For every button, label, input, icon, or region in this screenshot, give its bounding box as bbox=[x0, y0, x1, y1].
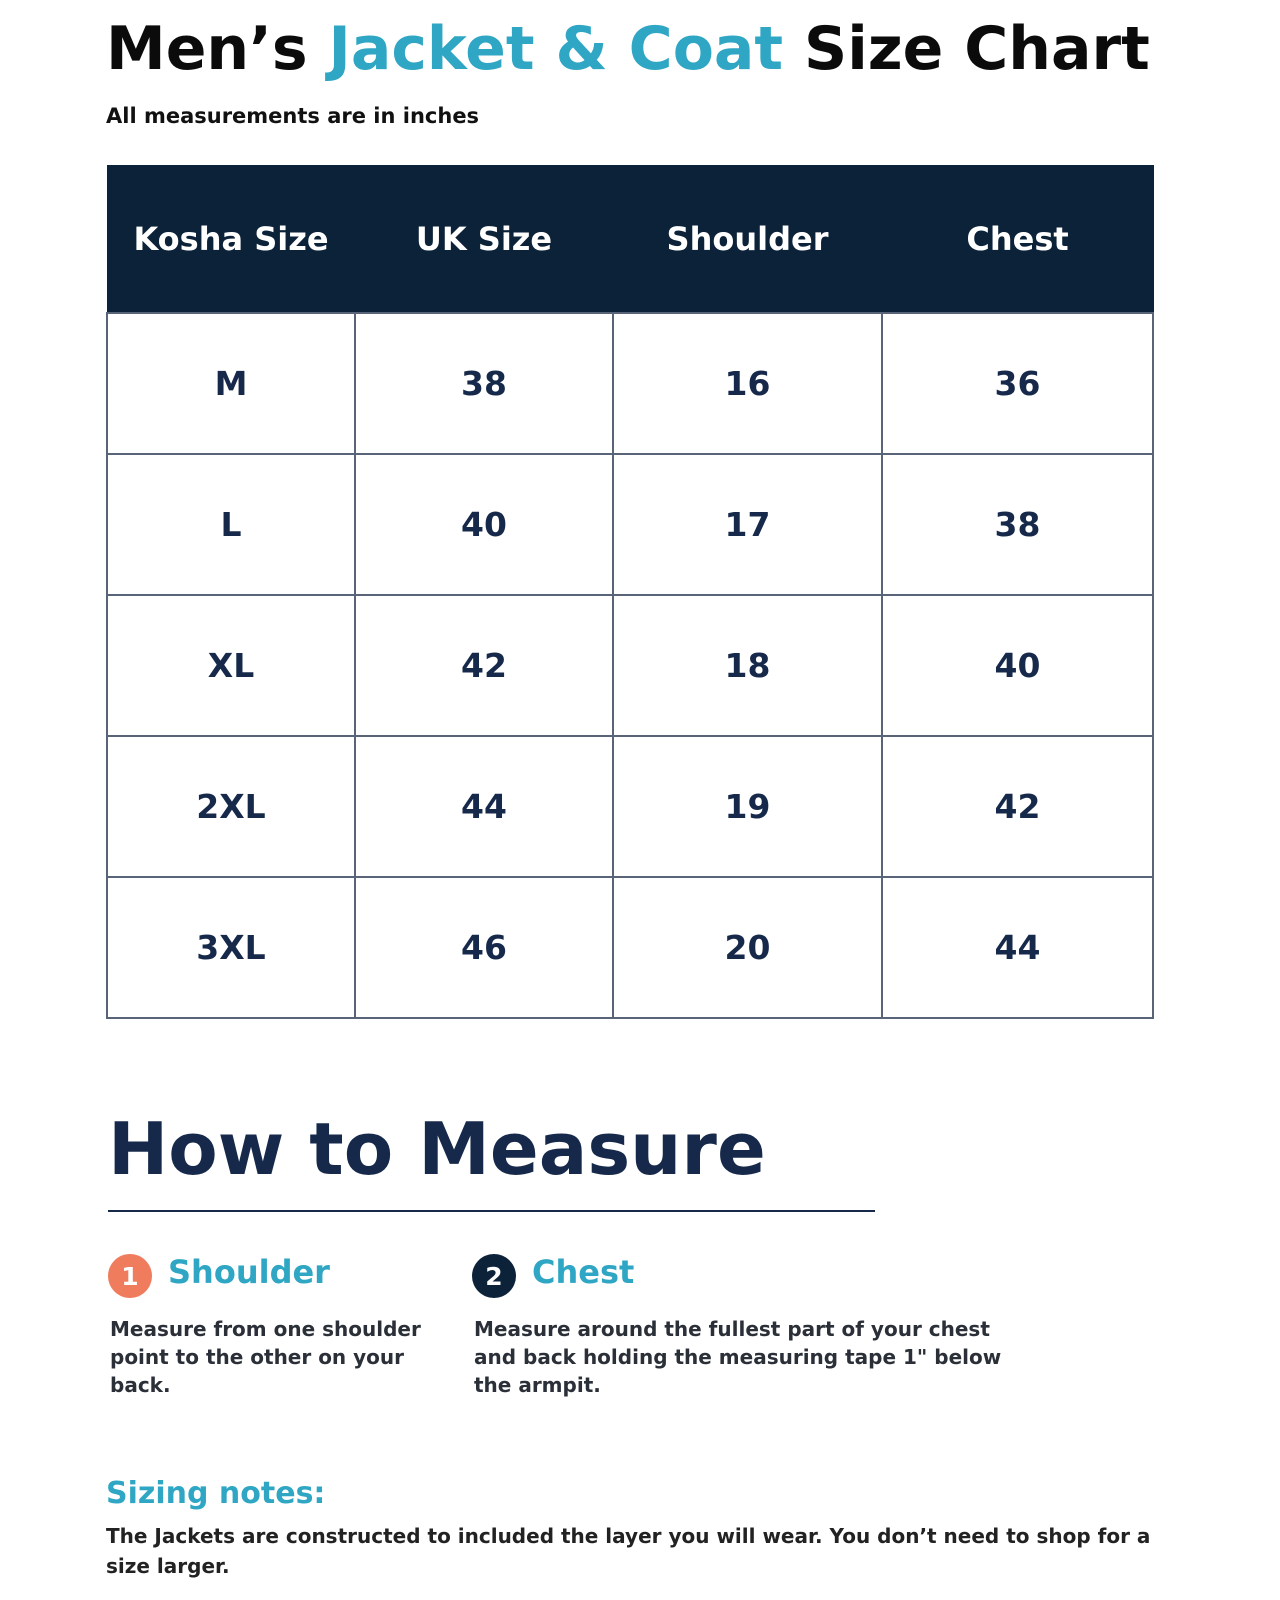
cell-uk-size: 38 bbox=[355, 313, 613, 454]
sizing-notes-text: The Jackets are constructed to included the layer you will wear. You don’t need to shop for a size larger. bbox=[106, 1524, 1151, 1578]
cell-uk-size: 44 bbox=[355, 736, 613, 877]
page-title bbox=[106, 14, 1150, 84]
cell-shoulder: 16 bbox=[613, 313, 882, 454]
table-header-row bbox=[107, 166, 1153, 314]
step-header bbox=[108, 1253, 438, 1299]
cell-kosha-size: XL bbox=[107, 595, 355, 736]
cell-shoulder: 20 bbox=[613, 877, 882, 1018]
table-row bbox=[107, 736, 1153, 877]
header-shoulder: Shoulder bbox=[613, 166, 882, 314]
title-suffix: Size Chart bbox=[803, 14, 1150, 84]
table-row bbox=[107, 313, 1153, 454]
cell-uk-size: 46 bbox=[355, 877, 613, 1018]
cell-shoulder: 18 bbox=[613, 595, 882, 736]
cell-chest: 44 bbox=[882, 877, 1153, 1018]
cell-chest: 42 bbox=[882, 736, 1153, 877]
cell-kosha-size: M bbox=[107, 313, 355, 454]
step-description: Measure around the fullest part of your chest and back holding the measuring tape 1" below the armpit. bbox=[474, 1317, 1002, 1397]
step-label: Shoulder bbox=[168, 1253, 330, 1291]
cell-chest: 38 bbox=[882, 454, 1153, 595]
cell-shoulder: 17 bbox=[613, 454, 882, 595]
table-row bbox=[107, 595, 1153, 736]
header-chest: Chest bbox=[882, 166, 1153, 314]
step-label: Chest bbox=[532, 1253, 635, 1291]
cell-chest: 40 bbox=[882, 595, 1153, 736]
title-accent: Jacket & Coat bbox=[328, 14, 784, 84]
header-uk-size: UK Size bbox=[355, 166, 613, 314]
title-prefix: Men’s bbox=[106, 14, 308, 84]
cell-uk-size: 42 bbox=[355, 595, 613, 736]
cell-kosha-size: 2XL bbox=[107, 736, 355, 877]
step-header bbox=[472, 1253, 1012, 1299]
section-divider bbox=[108, 1210, 875, 1212]
sizing-notes-heading: Sizing notes: bbox=[106, 1476, 326, 1511]
size-table bbox=[106, 165, 1154, 1019]
cell-chest: 36 bbox=[882, 313, 1153, 454]
step-shoulder bbox=[108, 1253, 438, 1399]
step-number-badge: 1 bbox=[108, 1254, 152, 1298]
units-subtitle: All measurements are in inches bbox=[106, 104, 480, 128]
cell-shoulder: 19 bbox=[613, 736, 882, 877]
table-row bbox=[107, 454, 1153, 595]
cell-kosha-size: L bbox=[107, 454, 355, 595]
step-number-badge: 2 bbox=[472, 1254, 516, 1298]
step-chest bbox=[472, 1253, 1012, 1399]
step-description: Measure from one shoulder point to the other on your back. bbox=[110, 1317, 421, 1397]
table-row bbox=[107, 877, 1153, 1018]
cell-kosha-size: 3XL bbox=[107, 877, 355, 1018]
how-to-measure-heading: How to Measure bbox=[108, 1107, 766, 1191]
header-kosha-size: Kosha Size bbox=[107, 166, 355, 314]
cell-uk-size: 40 bbox=[355, 454, 613, 595]
